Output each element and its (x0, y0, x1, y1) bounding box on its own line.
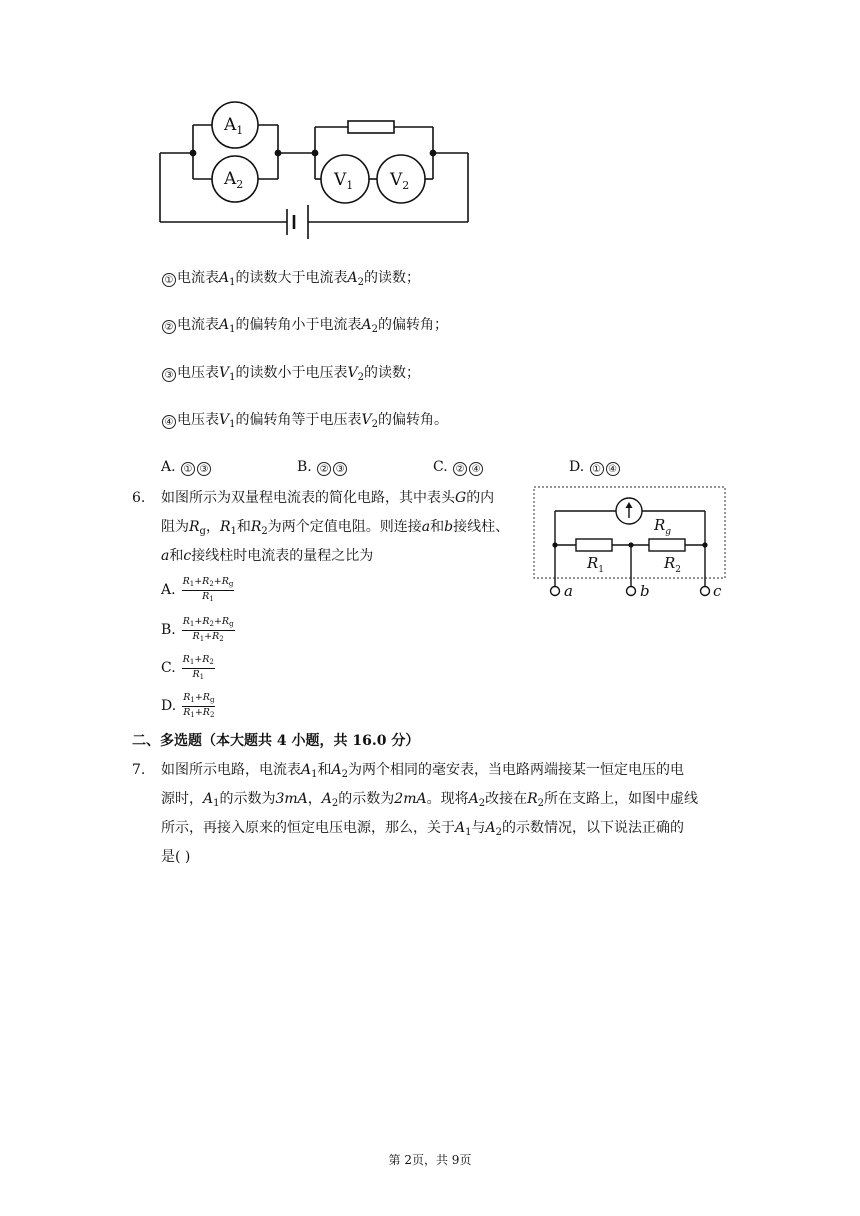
section-2-title: 二、多选题（本大题共 4 小题，共 16.0 分） (132, 733, 420, 749)
voltmeter-v1-label: $V_1$ (334, 170, 354, 192)
q6-option-a[interactable]: A. $\frac{R_1+R_2+R_g}{R_1}$ (161, 575, 234, 603)
fraction: $\frac{R_1+R_2}{R_1}$ (182, 653, 214, 681)
q7-line-1: 如图所示电路，电流表$A_1$和$A_2$为两个相同的毫安表，当电路两端接某一恒定电压的电 (161, 762, 684, 780)
q6-option-d[interactable]: D. $\frac{R_1+R_g}{R_1+R_2}$ (161, 691, 215, 719)
q7-line-2: 源时，$A_1$的示数为3mA，$A_2$的示数为2mA。现将$A_2$改接在$R_2$所在支路上，如图中虚线 (161, 791, 699, 809)
q6-line-2: 阻为$R_g$，$R_1$和$R_2$为两个定值电阻。则连接a和b接线柱、 (161, 519, 510, 537)
q5-option-a[interactable]: A. ① ③ (161, 457, 212, 477)
q5-option-c[interactable]: C. ② ④ (433, 457, 484, 477)
voltmeter-v2-label: $V_2$ (390, 170, 410, 192)
statement-1: ① 电流表$A_1$的读数大于电流表$A_2$的读数； (161, 268, 420, 293)
q7-line-3: 所示，再接入原来的恒定电压电源，那么，关于$A_1$与$A_2$的示数情况，以下说法正确的 (161, 820, 684, 838)
ammeter-a1-label: $A_1$ (224, 115, 244, 137)
circuit-figure-2 (530, 484, 730, 604)
q6-option-b[interactable]: B. $\frac{R_1+R_2+R_g}{R_1+R_2}$ (161, 615, 234, 643)
statement-4: ④ 电压表$V_1$的偏转角等于电压表$V_2$的偏转角。 (161, 410, 448, 435)
q5-option-d[interactable]: D. ① ④ (569, 457, 621, 477)
page-footer: 第 2页，共 9页 (388, 1153, 472, 1167)
fig2-r1-label: $R_1$ (587, 554, 605, 575)
fig2-terminal-a: a (564, 582, 573, 600)
statement-2: ② 电流表$A_1$的偏转角小于电流表$A_2$的偏转角； (161, 315, 448, 340)
q6-number: 6. (132, 490, 146, 506)
fig2-rg-label: $R_g$ (654, 516, 672, 537)
fig2-terminal-c: c (713, 582, 722, 600)
ammeter-a2-label: $A_2$ (224, 169, 244, 191)
statement-3: ③ 电压表$V_1$的读数小于电压表$V_2$的读数； (161, 363, 420, 388)
q5-option-b[interactable]: B. ② ③ (297, 457, 348, 477)
fraction: $\frac{R_1+R_2+R_g}{R_1}$ (182, 575, 234, 603)
q6-line-3: a和c接线柱时电流表的量程之比为 (161, 548, 374, 564)
q6-option-c[interactable]: C. $\frac{R_1+R_2}{R_1}$ (161, 653, 214, 681)
fraction: $\frac{R_1+R_g}{R_1+R_2}$ (183, 691, 215, 719)
q7-number: 7. (132, 762, 146, 778)
fig2-terminal-b: b (640, 582, 650, 600)
fig2-r2-label: $R_2$ (664, 554, 682, 575)
circuit-figure-1 (150, 95, 480, 245)
q6-line-1: 如图所示为双量程电流表的简化电路，其中表头G的内 (161, 490, 495, 506)
q7-line-4: 是( ) (161, 849, 191, 865)
fraction: $\frac{R_1+R_2+R_g}{R_1+R_2}$ (182, 615, 234, 643)
